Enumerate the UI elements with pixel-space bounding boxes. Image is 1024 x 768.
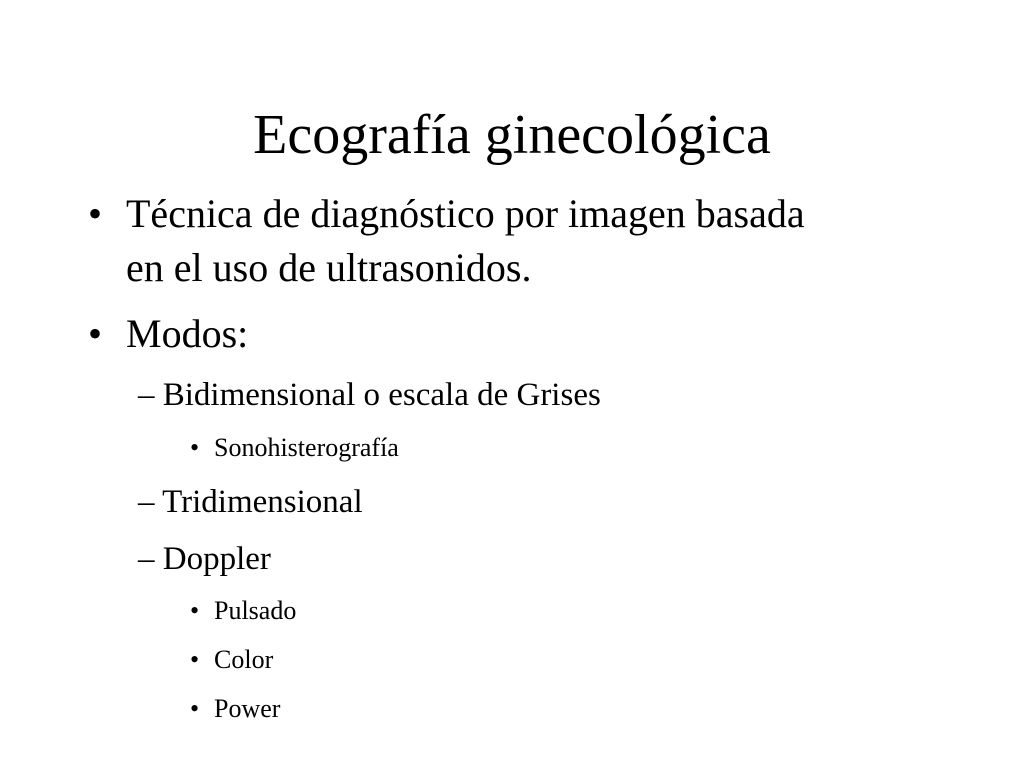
sub-bullet-marker: •: [190, 645, 200, 674]
bullet-text-line-1: Técnica de diagnóstico por imagen basada: [126, 191, 805, 236]
mode-tridimensional: [138, 480, 638, 524]
mode-doppler: [138, 537, 638, 581]
bullet-marker: •: [88, 191, 103, 236]
mode-text: – Doppler: [138, 541, 271, 577]
sub-bullet-text: Power: [214, 694, 281, 723]
sub-bullet-marker: •: [190, 433, 200, 462]
bullet-text-line-2: en el uso de ultrasonidos.: [126, 245, 532, 290]
bullet-tecnica: [88, 187, 988, 295]
mode-bidimensional: [138, 373, 838, 417]
mode-text: – Bidimensional o escala de Grises: [138, 377, 601, 413]
submode-color: [190, 642, 490, 678]
bullet-modos: [88, 307, 688, 361]
slide-title: Ecografía ginecológica: [253, 104, 771, 166]
bullet-marker: •: [88, 311, 103, 356]
submode-power: [190, 691, 490, 727]
sub-bullet-text: Pulsado: [214, 596, 297, 625]
mode-text: – Tridimensional: [138, 484, 363, 520]
submode-pulsado: [190, 593, 490, 629]
submode-sonohisterografia: [190, 430, 590, 466]
sub-bullet-text: Sonohisterografía: [214, 433, 399, 462]
sub-bullet-marker: •: [190, 694, 200, 723]
sub-bullet-text: Color: [214, 645, 274, 674]
sub-bullet-marker: •: [190, 596, 200, 625]
bullet-text: Modos:: [126, 311, 249, 356]
